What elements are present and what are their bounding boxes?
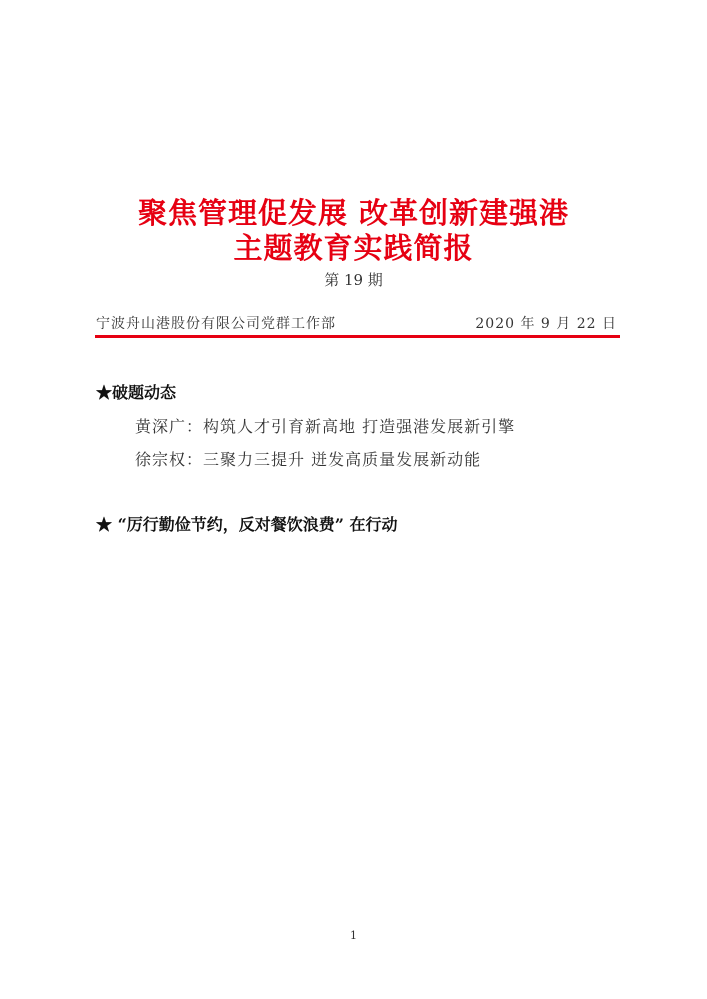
publish-date: 2020 年 9 月 22 日 bbox=[475, 316, 617, 332]
title-line-1: 聚焦管理促发展 改革创新建强港 bbox=[137, 196, 570, 230]
header-rule bbox=[95, 335, 620, 338]
article-link-huang[interactable]: 黄深广：构筑人才引育新高地 打造强港发展新引擎 bbox=[135, 417, 516, 436]
section-heading-thrift: ★ “厉行勤俭节约，反对餐饮浪费” 在行动 bbox=[96, 515, 398, 534]
organization-name: 宁波舟山港股份有限公司党群工作部 bbox=[96, 316, 336, 332]
page-number: 1 bbox=[350, 929, 357, 942]
issue-number: 第 19 期 bbox=[324, 271, 383, 289]
article-link-xu[interactable]: 徐宗权：三聚力三提升 迸发高质量发展新动能 bbox=[135, 450, 482, 469]
section-heading-breakthrough: ★破题动态 bbox=[96, 383, 177, 402]
title-line-2: 主题教育实践简报 bbox=[233, 231, 474, 265]
